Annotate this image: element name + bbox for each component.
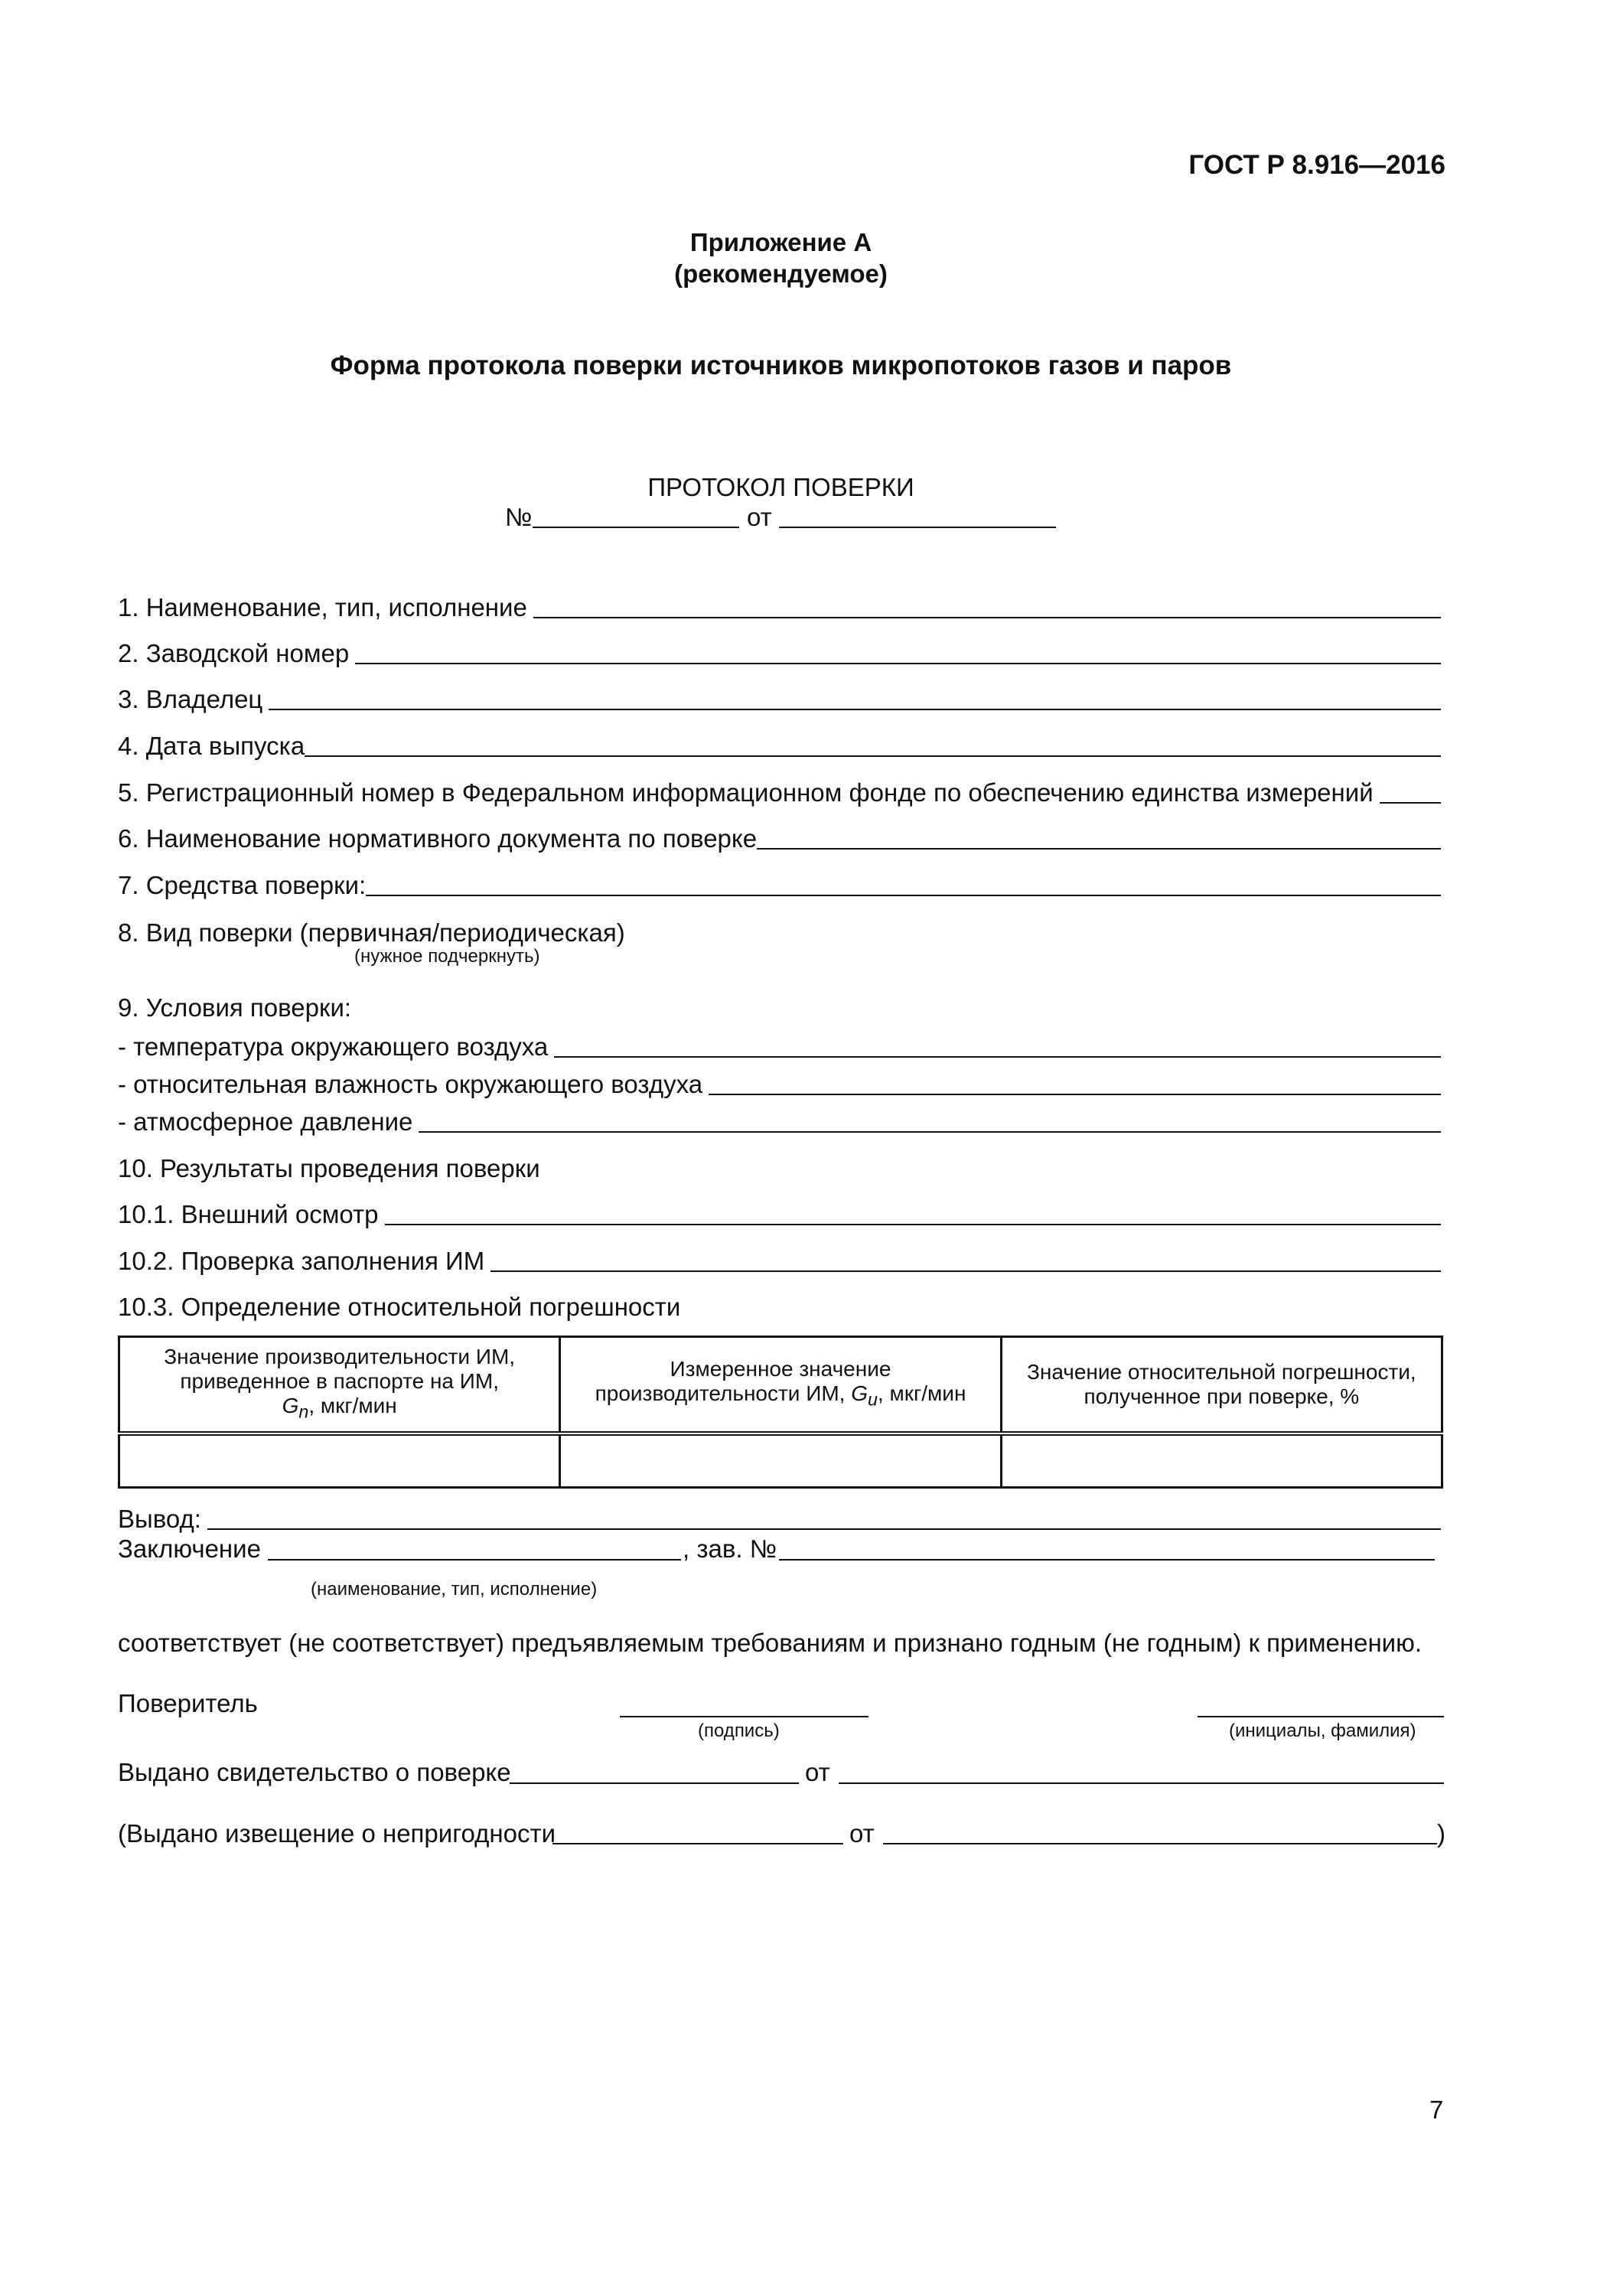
document-title: Форма протокола поверки источников микропотоков газов и паров [330, 351, 1232, 380]
field-verification-kind[interactable]: 8. Вид поверки (первичная/периодическая) [118, 918, 625, 947]
conclusion-serial-field[interactable] [779, 1559, 1435, 1561]
unit-text: , мкг/мин [308, 1394, 397, 1418]
header-text: производительности ИМ, [595, 1381, 852, 1406]
table-row [119, 1433, 1442, 1488]
conditions-heading: 9. Условия поверки: [118, 993, 352, 1022]
signature-note: (подпись) [698, 1720, 780, 1741]
field-label: 10.2. Проверка заполнения ИМ [118, 1247, 485, 1275]
field-label: 5. Регистрационный номер в Федеральном информационном фонде по обеспечению единства измерений [118, 778, 1374, 807]
field-registration-number [118, 776, 1441, 808]
symbol-subscript: n [298, 1401, 309, 1422]
conclusion-label: Заключение [118, 1534, 261, 1563]
field-label: 7. Средства поверки: [118, 871, 367, 899]
field-input-name-type[interactable] [533, 617, 1441, 618]
field-atmospheric-pressure [118, 1105, 1441, 1137]
certificate-label: Выдано свидетельство о поверке [118, 1758, 511, 1786]
field-label: 2. Заводской номер [118, 639, 350, 667]
table-header-row [119, 1337, 1442, 1434]
table-header-measured-value [560, 1337, 1001, 1434]
name-note: (инициалы, фамилия) [1229, 1720, 1416, 1741]
field-input-release-date[interactable] [305, 755, 1441, 757]
field-external-inspection [118, 1198, 1441, 1230]
field-ambient-temperature [118, 1030, 1441, 1062]
table-cell-measured-value[interactable] [560, 1433, 1001, 1488]
table-cell-passport-value[interactable] [119, 1433, 560, 1488]
field-input-normative-doc[interactable] [757, 848, 1441, 850]
field-input-humidity[interactable] [709, 1094, 1441, 1095]
field-label: 6. Наименование нормативного документа по поверке [118, 824, 758, 853]
conclusion-note: (наименование, тип, исполнение) [311, 1579, 598, 1600]
field-release-date [118, 729, 1441, 762]
field-input-output[interactable] [207, 1528, 1441, 1530]
protocol-title: ПРОТОКОЛ ПОВЕРКИ [647, 473, 914, 501]
field-output [118, 1502, 1441, 1534]
certificate-date-field[interactable] [839, 1782, 1444, 1784]
field-label: 3. Владелец [118, 685, 263, 713]
field-label: 1. Наименование, тип, исполнение [118, 593, 527, 621]
unfit-close-paren: ) [1437, 1819, 1445, 1848]
field-label: - температура окружающего воздуха [118, 1032, 549, 1061]
field-owner [118, 683, 1441, 715]
header-text: приведенное в паспорте на ИМ, [180, 1369, 499, 1394]
certificate-number-field[interactable] [510, 1782, 799, 1784]
field-normative-document [118, 822, 1441, 854]
header-text: Измеренное значение [670, 1357, 891, 1381]
table-header-relative-error [1001, 1337, 1442, 1434]
appendix-subtitle: (рекомендуемое) [674, 259, 888, 288]
field-input-inspection[interactable] [385, 1224, 1441, 1225]
appendix-title: Приложение А [689, 228, 872, 256]
name-field[interactable] [1198, 1716, 1444, 1717]
certificate-date-label: от [805, 1758, 830, 1786]
table-header-passport-value [119, 1337, 560, 1434]
unfit-date-field[interactable] [883, 1843, 1437, 1844]
table-cell-relative-error[interactable] [1001, 1433, 1442, 1488]
protocol-date-field[interactable] [779, 527, 1056, 528]
field-input-filling[interactable] [490, 1270, 1441, 1272]
signature-field[interactable] [620, 1716, 869, 1717]
compliance-text: соответствует (не соответствует) предъявляемым требованиям и признано годным (не годным) к применению. [118, 1629, 1423, 1657]
page-number: 7 [1429, 2095, 1444, 2124]
serial-number-label: , зав. № [683, 1534, 777, 1563]
field-name-type [118, 591, 1441, 623]
field-input-temperature[interactable] [554, 1056, 1441, 1058]
conclusion-field[interactable] [268, 1559, 681, 1561]
header-text: Значение производительности ИМ, [164, 1345, 516, 1369]
verification-kind-note: (нужное подчеркнуть) [354, 946, 540, 967]
field-label: 10.1. Внешний осмотр [118, 1200, 379, 1228]
field-serial-number [118, 637, 1441, 669]
unit-text: , мкг/мин [878, 1381, 966, 1406]
field-filling-check [118, 1244, 1441, 1277]
field-label: - атмосферное давление [118, 1107, 413, 1136]
field-label: 4. Дата выпуска [118, 732, 305, 760]
field-input-pressure[interactable] [419, 1131, 1441, 1133]
symbol-subscript: u [868, 1389, 878, 1410]
field-input-owner[interactable] [269, 709, 1441, 710]
protocol-date-label: от [747, 503, 772, 531]
symbol-g: G [851, 1381, 869, 1406]
protocol-number-field[interactable] [533, 527, 739, 528]
relative-error-heading: 10.3. Определение относительной погрешности [118, 1293, 681, 1321]
header-text: Значение относительной погрешности, [1026, 1360, 1416, 1384]
field-relative-humidity [118, 1068, 1441, 1100]
verifier-label: Поверитель [118, 1689, 258, 1717]
field-verification-tools [118, 869, 1441, 901]
field-label: Вывод: [118, 1505, 201, 1533]
standard-code: ГОСТ Р 8.916—2016 [1188, 150, 1445, 180]
header-text: полученное при поверке, % [1084, 1384, 1360, 1408]
field-label: - относительная влажность окружающего воздуха [118, 1070, 703, 1098]
unfit-date-label: от [849, 1819, 875, 1848]
results-heading: 10. Результаты проведения поверки [118, 1154, 540, 1182]
field-input-tools[interactable] [366, 895, 1441, 896]
results-table [118, 1336, 1443, 1489]
unfit-number-field[interactable] [552, 1843, 843, 1844]
protocol-number-label: № [505, 503, 533, 531]
field-input-serial[interactable] [355, 663, 1441, 664]
symbol-g: G [282, 1394, 299, 1418]
field-input-registration[interactable] [1380, 802, 1441, 804]
unfit-label: (Выдано извещение о непригодности [118, 1819, 556, 1848]
